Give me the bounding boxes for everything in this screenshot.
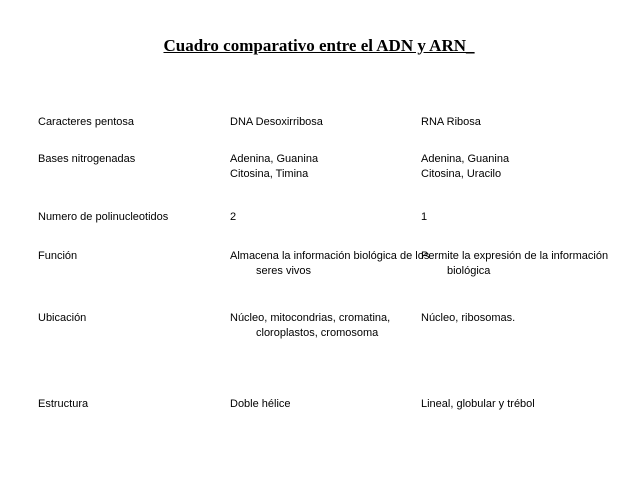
row-label-funcion: Función: [38, 250, 78, 262]
arn-bases: [421, 152, 509, 182]
adn-pentosa: DNA Desoxirribosa: [230, 116, 323, 128]
page-title: Cuadro comparativo entre el ADN y ARN_: [163, 36, 475, 55]
adn-bases: [230, 152, 318, 182]
arn-estructura: Lineal, globular y trébol: [421, 398, 535, 410]
adn-bases-line-1: Adenina, Guanina: [230, 153, 319, 165]
adn-ubicacion: Núcleo, mitocondrias, cromatina, cloroplastos, cromosoma: [230, 312, 391, 339]
adn-bases-line-2: Citosina, Timina: [230, 168, 309, 180]
row-label-ubicacion: Ubicación: [38, 312, 87, 324]
arn-bases-line-1: Adenina, Guanina: [421, 153, 510, 165]
arn-ubicacion: Núcleo, ribosomas.: [421, 312, 516, 324]
row-label-pentosa: Caracteres pentosa: [38, 116, 134, 128]
arn-polinucleotidos: 1: [421, 211, 428, 223]
adn-funcion: Almacena la información biológica de los seres vivos: [230, 250, 430, 277]
row-label-bases: Bases nitrogenadas: [38, 153, 136, 165]
arn-bases-line-2: Citosina, Uracilo: [421, 168, 502, 180]
adn-estructura: Doble hélice: [230, 398, 291, 410]
adn-polinucleotidos: 2: [230, 211, 237, 223]
row-label-polinucleotidos: Numero de polinucleotidos: [38, 211, 169, 223]
arn-funcion: Permite la expresión de la información biológica: [421, 250, 609, 277]
row-label-estructura: Estructura: [38, 398, 89, 410]
arn-pentosa: RNA Ribosa: [421, 116, 481, 128]
